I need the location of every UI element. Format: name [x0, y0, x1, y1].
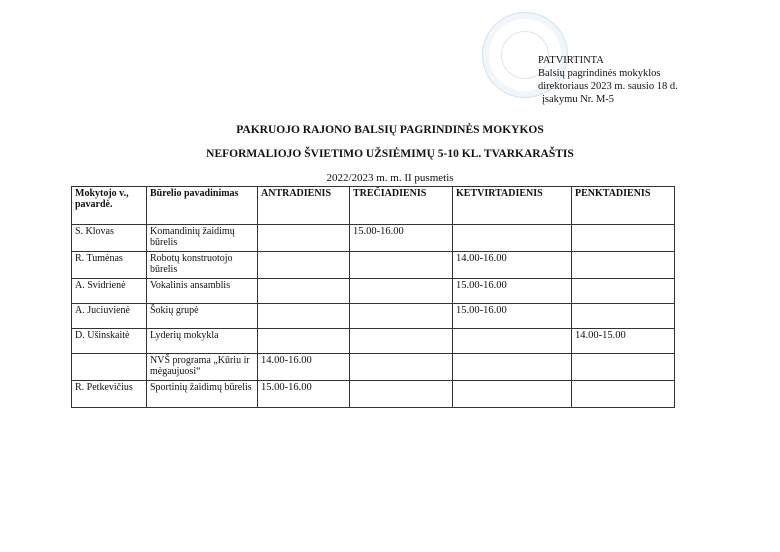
club-cell: Vokalinis ansamblis: [147, 279, 258, 304]
time-ketvirtadienis: [453, 354, 572, 381]
teacher-cell: R. Petkevičius: [72, 381, 147, 408]
teacher-cell: R. Tumėnas: [72, 252, 147, 279]
time-treciadienis: [350, 354, 453, 381]
table-row: [72, 304, 675, 329]
time-ketvirtadienis: 14.00-16.00: [453, 252, 572, 279]
time-penktadienis: [572, 354, 675, 381]
approval-line-3: direktoriaus 2023 m. sausio 18 d.: [538, 81, 678, 92]
time-treciadienis: [350, 381, 453, 408]
time-antradienis: [258, 225, 350, 252]
club-cell: Lyderių mokykla: [147, 329, 258, 354]
teacher-cell: A. Svidrienė: [72, 279, 147, 304]
document-subtitle: NEFORMALIOJO ŠVIETIMO UŽSIĖMIMŲ 5-10 KL. TVARKARAŠTIS: [206, 148, 574, 160]
teacher-cell: D. Ušinskaitė: [72, 329, 147, 354]
time-antradienis: [258, 252, 350, 279]
club-cell: Komandinių žaidimų būrelis: [147, 225, 258, 252]
teacher-cell: S. Klovas: [72, 225, 147, 252]
time-penktadienis: [572, 252, 675, 279]
header-ketvirtadienis: KETVIRTADIENIS: [453, 187, 572, 225]
time-antradienis: [258, 279, 350, 304]
approval-line-4: įsakymu Nr. M-5: [542, 94, 615, 105]
time-penktadienis: [572, 225, 675, 252]
club-cell: Sportinių žaidimų būrelis: [147, 381, 258, 408]
time-antradienis: 15.00-16.00: [258, 381, 350, 408]
time-ketvirtadienis: [453, 381, 572, 408]
time-antradienis: [258, 329, 350, 354]
time-ketvirtadienis: 15.00-16.00: [453, 279, 572, 304]
time-ketvirtadienis: [453, 225, 572, 252]
header-club: Būrelio pavadinimas: [147, 187, 258, 225]
table-row: [72, 252, 675, 279]
table-header-row: [72, 187, 675, 225]
header-antradienis: ANTRADIENIS: [258, 187, 350, 225]
document-title: PAKRUOJO RAJONO BALSIŲ PAGRINDINĖS MOKYKOS: [236, 124, 544, 136]
time-antradienis: [258, 304, 350, 329]
teacher-cell: A. Juciuvienė: [72, 304, 147, 329]
approval-block: [538, 54, 678, 106]
time-antradienis: 14.00-16.00: [258, 354, 350, 381]
time-ketvirtadienis: [453, 329, 572, 354]
table-row: [72, 279, 675, 304]
club-cell: NVŠ programa „Kūriu ir mėgaujuosi“: [147, 354, 258, 381]
header-teacher: Mokytojo v., pavardė.: [72, 187, 147, 225]
time-treciadienis: [350, 252, 453, 279]
club-cell: Šokių grupė: [147, 304, 258, 329]
header-treciadienis: TREČIADIENIS: [350, 187, 453, 225]
time-penktadienis: [572, 304, 675, 329]
time-penktadienis: [572, 381, 675, 408]
time-treciadienis: [350, 279, 453, 304]
time-ketvirtadienis: 15.00-16.00: [453, 304, 572, 329]
schedule-table: [71, 186, 675, 408]
table-row: [72, 225, 675, 252]
time-treciadienis: [350, 329, 453, 354]
time-penktadienis: [572, 279, 675, 304]
approval-line-2: Balsių pagrindinės mokyklos: [538, 68, 661, 79]
header-penktadienis: PENKTADIENIS: [572, 187, 675, 225]
time-treciadienis: 15.00-16.00: [350, 225, 453, 252]
school-period: 2022/2023 m. m. II pusmetis: [326, 172, 454, 184]
approval-line-1: PATVIRTINTA: [538, 55, 604, 66]
table-row: [72, 381, 675, 408]
time-treciadienis: [350, 304, 453, 329]
time-penktadienis: 14.00-15.00: [572, 329, 675, 354]
table-row: [72, 354, 675, 381]
table-row: [72, 329, 675, 354]
club-cell: Robotų konstruotojo būrelis: [147, 252, 258, 279]
teacher-cell: [72, 354, 147, 381]
